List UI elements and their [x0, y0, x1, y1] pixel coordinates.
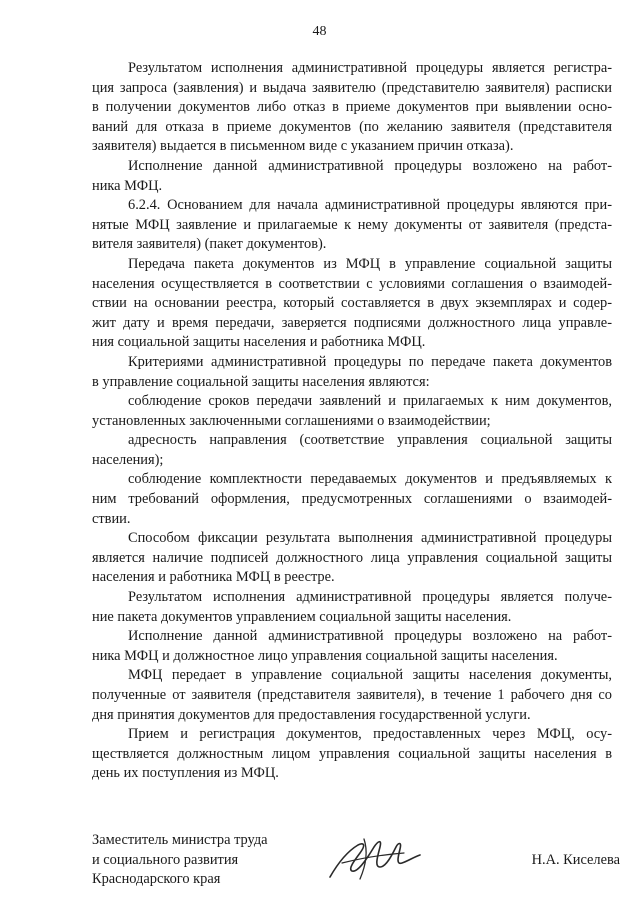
- paragraph-line: ствии на основании реестра, который составляется в двух экземплярах и содер-: [92, 295, 612, 312]
- paragraph-line: населения);: [92, 451, 164, 468]
- paragraph-line: Результатом исполнения административной процедуры является регистра-: [128, 60, 612, 76]
- paragraph: [92, 470, 612, 529]
- paragraph-line: жит дату и время передачи, заверяется подписями должностного лица управле-: [92, 314, 612, 331]
- paragraph: [92, 353, 612, 392]
- signatory-name: Н.А. Киселева: [531, 851, 620, 868]
- paragraph: [92, 59, 612, 157]
- signatory-title-line: и социального развития: [92, 851, 239, 868]
- paragraph-line: ция запроса (заявления) и выдача заявителю (представителю заявителя) расписки: [92, 79, 612, 96]
- paragraph-line: населения осуществляется в соответствии с условиями соглашения о взаимодей-: [92, 275, 612, 292]
- signatory-title-line: Заместитель министра труда: [92, 831, 268, 848]
- paragraph-line: соблюдение сроков передачи заявлений и прилагаемых к ним документов,: [128, 393, 612, 410]
- signatory-title: [92, 831, 268, 890]
- paragraph-line: нятые МФЦ заявление и прилагаемые к нему документы от заявителя (предста-: [92, 216, 612, 233]
- paragraph-line: ника МФЦ.: [92, 177, 163, 194]
- paragraph: [92, 588, 612, 627]
- paragraph-line: ния социальной защиты населения и работника МФЦ.: [92, 334, 426, 351]
- paragraph: [92, 725, 612, 784]
- paragraph-line: Прием и регистрация документов, предоставленных через МФЦ, осу-: [128, 726, 612, 743]
- paragraph-line: населения и работника МФЦ в реестре.: [92, 569, 335, 586]
- paragraph-line: Результатом исполнения административной процедуры является получе-: [128, 589, 612, 606]
- paragraph-line: в получении документов либо отказ в приеме документов при выявлении осно-: [92, 99, 612, 116]
- paragraph-line: соблюдение комплектности передаваемых документов и предъявляемых к: [128, 471, 612, 488]
- paragraph-line: ствии.: [92, 510, 131, 527]
- paragraph: [92, 255, 612, 353]
- paragraph-line: ществляется должностным лицом управления социальной защиты населения в: [92, 745, 612, 762]
- paragraph-list: [92, 59, 612, 784]
- paragraph-line: Способом фиксации результата выполнения административной процедуры: [128, 530, 612, 547]
- paragraph: [92, 529, 612, 588]
- handwritten-signature-icon: [324, 833, 424, 885]
- paragraph: [92, 157, 612, 196]
- paragraph-line: вителя заявителя) (пакет документов).: [92, 236, 327, 253]
- page-number: 48: [312, 24, 327, 39]
- signatory-title-line: Краснодарского края: [92, 871, 221, 888]
- paragraph: [92, 196, 612, 255]
- paragraph-line: дня принятия документов для предоставления государственной услуги.: [92, 706, 531, 723]
- paragraph: [92, 627, 612, 666]
- paragraph-line: адресность направления (соответствие управления социальной защиты: [128, 432, 612, 449]
- paragraph-line: ние пакета документов управлением социальной защиты населения.: [92, 608, 512, 625]
- paragraph-line: Исполнение данной административной процедуры возложено на работ-: [128, 157, 612, 174]
- document-body: [92, 59, 620, 901]
- paragraph-line: заявителя) выдается в письменном виде с указанием причин отказа).: [92, 138, 514, 155]
- paragraph-line: ваний для отказа в приеме документов (по желанию заявителя (представителя: [92, 118, 612, 135]
- paragraph: [92, 666, 612, 725]
- paragraph-line: Исполнение данной административной процедуры возложено на работ-: [128, 628, 612, 645]
- paragraph-line: является наличие подписей должностного лица управления социальной защиты: [92, 549, 612, 566]
- paragraph-line: 6.2.4. Основанием для начала административной процедуры являются при-: [128, 197, 612, 214]
- paragraph-line: ника МФЦ и должностное лицо управления социальной защиты населения.: [92, 647, 558, 664]
- paragraph-line: Критериями административной процедуры по передаче пакета документов: [128, 353, 612, 370]
- paragraph: [92, 431, 612, 470]
- paragraph-line: в управление социальной защиты населения являются:: [92, 373, 430, 390]
- paragraph-line: установленных заключенными соглашениями о взаимодействии;: [92, 412, 491, 429]
- signature-block: [92, 831, 620, 901]
- paragraph: [92, 392, 612, 431]
- paragraph-line: МФЦ передает в управление социальной защиты населения документы,: [128, 667, 612, 684]
- paragraph-line: ним требований оформления, предусмотренных соглашениями о взаимодей-: [92, 491, 612, 508]
- paragraph-line: день их поступления из МФЦ.: [92, 765, 279, 782]
- paragraph-line: Передача пакета документов из МФЦ в управление социальной защиты: [128, 255, 612, 272]
- paragraph-line: полученные от заявителя (представителя заявителя), в течение 1 рабочего дня со: [92, 687, 612, 703]
